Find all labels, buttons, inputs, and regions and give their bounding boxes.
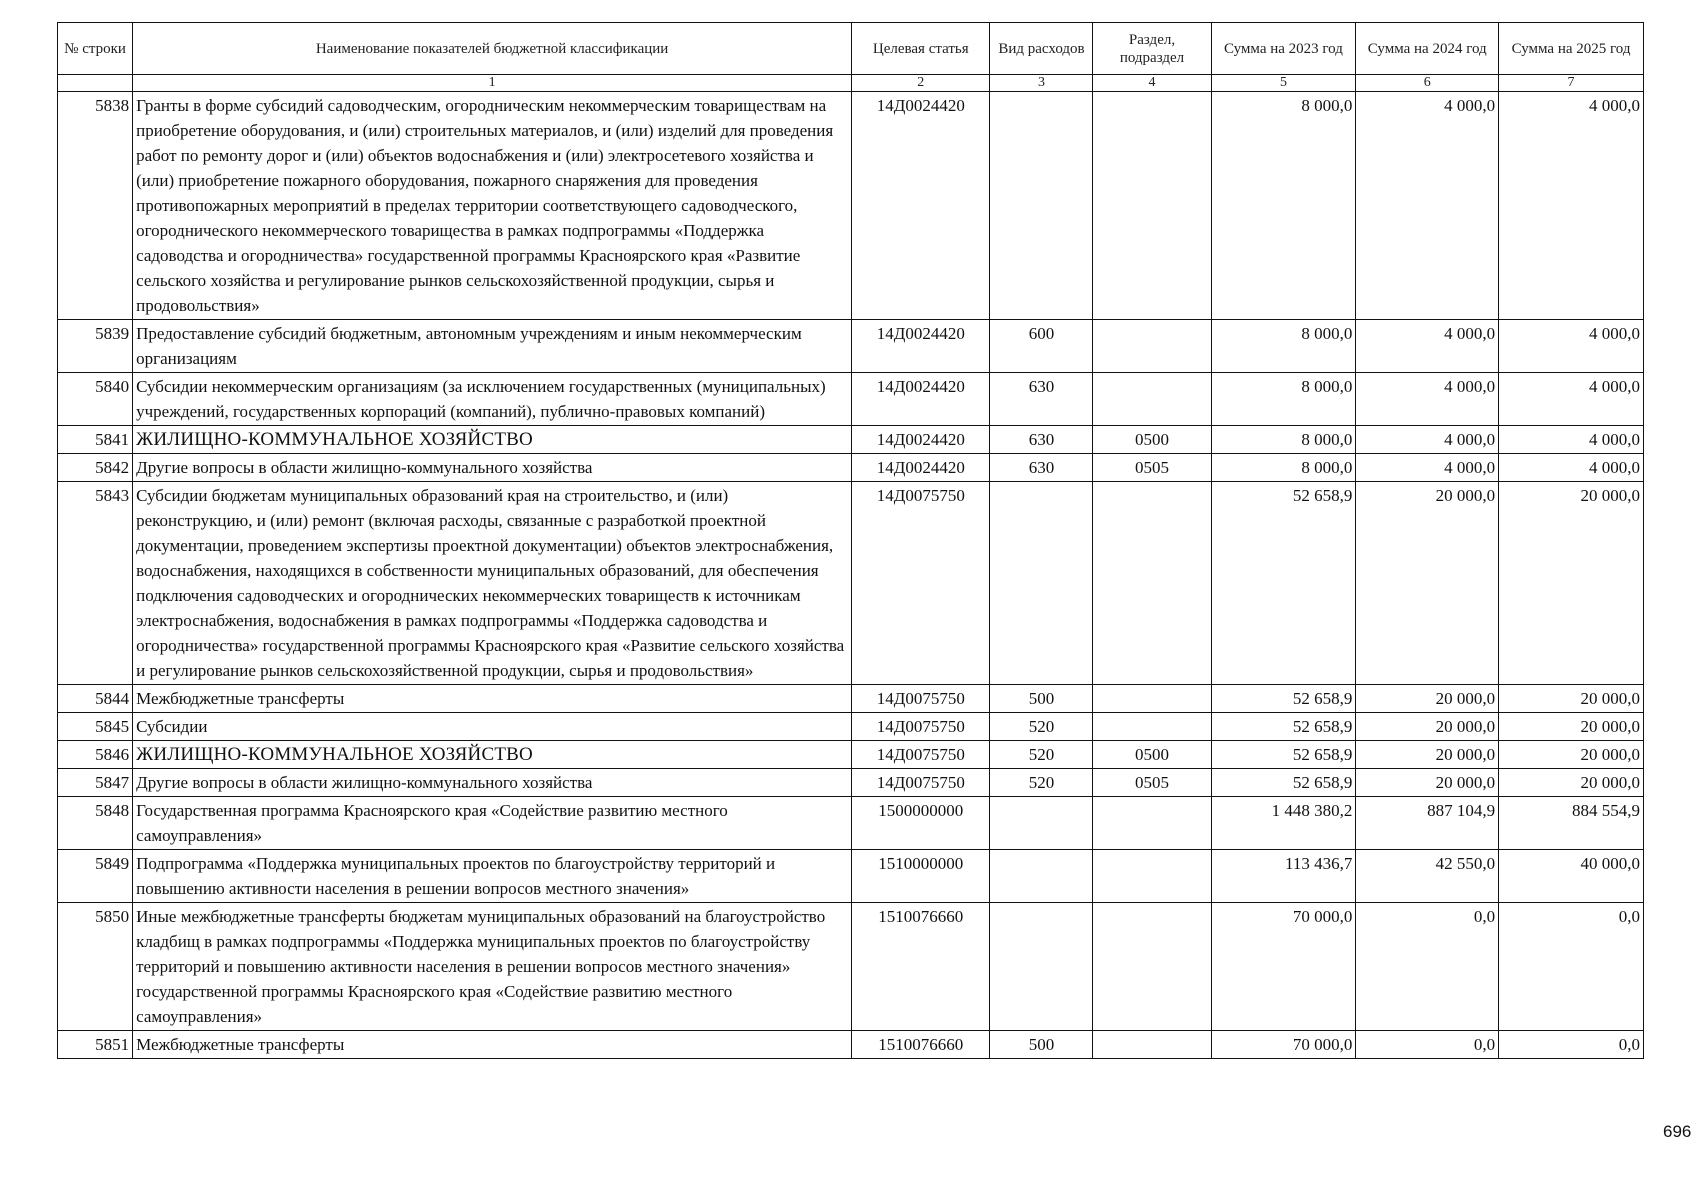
row-sum-2025: 20 000,0 xyxy=(1499,769,1644,797)
row-number: 5850 xyxy=(58,903,133,1031)
row-name: Межбюджетные трансферты xyxy=(133,1031,852,1059)
row-sum-2023: 113 436,7 xyxy=(1211,850,1356,903)
row-exp-type: 500 xyxy=(990,1031,1093,1059)
header-name: Наименование показателей бюджетной классификации xyxy=(133,23,852,75)
row-target: 14Д0024420 xyxy=(852,373,990,426)
row-section xyxy=(1093,797,1211,850)
row-name: Субсидии бюджетам муниципальных образований края на строительство, и (или) реконструкцию, и (или) ремонт (включая расходы, связанные с разработкой проектной документации, проведением экспертизы проектной документации) объектов электроснабжения, водоснабжения, находящихся в собственности муниципальных образований, для обеспечения подключения садоводческих и огороднических некоммерческих товариществ к источникам электроснабжения, водоснабжения в рамках подпрограммы «Поддержка садоводства и огородничества» государственной программы Красноярского края «Развитие сельского хозяйства и регулирование рынков сельскохозяйственной продукции, сырья и продовольствия» xyxy=(133,482,852,685)
row-number: 5842 xyxy=(58,454,133,482)
row-name: Другие вопросы в области жилищно-коммунального хозяйства xyxy=(133,769,852,797)
row-section xyxy=(1093,92,1211,320)
row-target: 1510076660 xyxy=(852,1031,990,1059)
row-exp-type: 500 xyxy=(990,685,1093,713)
row-number: 5838 xyxy=(58,92,133,320)
row-exp-type xyxy=(990,903,1093,1031)
table-row xyxy=(58,903,1644,1031)
row-target: 14Д0024420 xyxy=(852,426,990,454)
row-sum-2023: 52 658,9 xyxy=(1211,741,1356,769)
row-sum-2024: 20 000,0 xyxy=(1356,769,1499,797)
row-target: 14Д0024420 xyxy=(852,92,990,320)
col-number: 2 xyxy=(852,75,990,92)
row-sum-2025: 20 000,0 xyxy=(1499,685,1644,713)
row-number: 5844 xyxy=(58,685,133,713)
row-name: Государственная программа Красноярского края «Содействие развитию местного самоуправления» xyxy=(133,797,852,850)
table-header xyxy=(58,23,1644,92)
col-number: 6 xyxy=(1356,75,1499,92)
column-number-row xyxy=(58,75,1644,92)
col-number: 1 xyxy=(133,75,852,92)
row-sum-2023: 52 658,9 xyxy=(1211,482,1356,685)
header-target: Целевая статья xyxy=(852,23,990,75)
row-exp-type: 630 xyxy=(990,426,1093,454)
row-sum-2025: 0,0 xyxy=(1499,903,1644,1031)
col-number: 3 xyxy=(990,75,1093,92)
row-name: Другие вопросы в области жилищно-коммунального хозяйства xyxy=(133,454,852,482)
table-row xyxy=(58,373,1644,426)
row-target: 14Д0075750 xyxy=(852,482,990,685)
row-section: 0500 xyxy=(1093,426,1211,454)
row-exp-type: 630 xyxy=(990,454,1093,482)
row-sum-2024: 20 000,0 xyxy=(1356,685,1499,713)
row-sum-2024: 42 550,0 xyxy=(1356,850,1499,903)
row-section: 0500 xyxy=(1093,741,1211,769)
row-sum-2025: 884 554,9 xyxy=(1499,797,1644,850)
row-number: 5841 xyxy=(58,426,133,454)
row-sum-2024: 4 000,0 xyxy=(1356,320,1499,373)
table-row xyxy=(58,713,1644,741)
row-target: 14Д0075750 xyxy=(852,741,990,769)
row-section xyxy=(1093,850,1211,903)
row-section: 0505 xyxy=(1093,454,1211,482)
row-exp-type: 630 xyxy=(990,373,1093,426)
row-sum-2023: 52 658,9 xyxy=(1211,685,1356,713)
table-row xyxy=(58,797,1644,850)
row-sum-2023: 70 000,0 xyxy=(1211,1031,1356,1059)
row-sum-2025: 20 000,0 xyxy=(1499,713,1644,741)
row-name: Межбюджетные трансферты xyxy=(133,685,852,713)
row-number: 5849 xyxy=(58,850,133,903)
row-target: 1500000000 xyxy=(852,797,990,850)
row-number: 5851 xyxy=(58,1031,133,1059)
row-sum-2023: 8 000,0 xyxy=(1211,320,1356,373)
row-section xyxy=(1093,320,1211,373)
row-sum-2024: 20 000,0 xyxy=(1356,482,1499,685)
row-sum-2023: 8 000,0 xyxy=(1211,454,1356,482)
col-number: 7 xyxy=(1499,75,1644,92)
row-sum-2023: 52 658,9 xyxy=(1211,769,1356,797)
row-sum-2023: 8 000,0 xyxy=(1211,373,1356,426)
row-exp-type xyxy=(990,92,1093,320)
table-body xyxy=(58,92,1644,1059)
row-sum-2025: 4 000,0 xyxy=(1499,373,1644,426)
row-name: Предоставление субсидий бюджетным, автономным учреждениям и иным некоммерческим организациям xyxy=(133,320,852,373)
page-number: 696 xyxy=(1663,1122,1692,1141)
table-row xyxy=(58,482,1644,685)
col-number xyxy=(58,75,133,92)
row-sum-2024: 4 000,0 xyxy=(1356,426,1499,454)
row-sum-2024: 20 000,0 xyxy=(1356,713,1499,741)
row-number: 5847 xyxy=(58,769,133,797)
row-section xyxy=(1093,685,1211,713)
table-row xyxy=(58,685,1644,713)
row-sum-2025: 0,0 xyxy=(1499,1031,1644,1059)
row-section xyxy=(1093,713,1211,741)
row-sum-2025: 4 000,0 xyxy=(1499,320,1644,373)
table-row xyxy=(58,426,1644,454)
row-number: 5845 xyxy=(58,713,133,741)
row-target: 14Д0075750 xyxy=(852,713,990,741)
row-number: 5843 xyxy=(58,482,133,685)
row-sum-2024: 4 000,0 xyxy=(1356,454,1499,482)
row-exp-type xyxy=(990,850,1093,903)
header-row-no: № строки xyxy=(58,23,133,75)
table-row xyxy=(58,454,1644,482)
row-section: 0505 xyxy=(1093,769,1211,797)
col-number: 4 xyxy=(1093,75,1211,92)
row-sum-2024: 20 000,0 xyxy=(1356,741,1499,769)
row-sum-2025: 40 000,0 xyxy=(1499,850,1644,903)
row-target: 14Д0024420 xyxy=(852,320,990,373)
row-section xyxy=(1093,1031,1211,1059)
row-sum-2024: 0,0 xyxy=(1356,903,1499,1031)
row-exp-type xyxy=(990,797,1093,850)
row-sum-2024: 4 000,0 xyxy=(1356,92,1499,320)
row-sum-2025: 20 000,0 xyxy=(1499,482,1644,685)
row-target: 14Д0075750 xyxy=(852,685,990,713)
row-section xyxy=(1093,903,1211,1031)
row-sum-2024: 4 000,0 xyxy=(1356,373,1499,426)
row-sum-2023: 1 448 380,2 xyxy=(1211,797,1356,850)
row-number: 5848 xyxy=(58,797,133,850)
row-name: Гранты в форме субсидий садоводческим, огородническим некоммерческим товариществам на приобретение оборудования, и (или) строительных материалов, и (или) изделий для проведения работ по ремонту дорог и (или) объектов водоснабжения и (или) электросетевого хозяйства и (или) приобретение пожарного оборудования, пожарного снаряжения для проведения противопожарных мероприятий в пределах территории соответствующего садоводческого, огороднического некоммерческого товарищества в рамках подпрограммы «Поддержка садоводства и огородничества» государственной программы Красноярского края «Развитие сельского хозяйства и регулирование рынков сельскохозяйственной продукции, сырья и продовольствия» xyxy=(133,92,852,320)
row-name: Подпрограмма «Поддержка муниципальных проектов по благоустройству территорий и повышению активности населения в решении вопросов местного значения» xyxy=(133,850,852,903)
budget-table xyxy=(57,22,1644,1059)
row-sum-2025: 20 000,0 xyxy=(1499,741,1644,769)
header-exp-type: Вид расходов xyxy=(990,23,1093,75)
table-row xyxy=(58,1031,1644,1059)
row-section xyxy=(1093,482,1211,685)
header-section: Раздел, подраздел xyxy=(1093,23,1211,75)
row-exp-type: 520 xyxy=(990,741,1093,769)
row-number: 5846 xyxy=(58,741,133,769)
row-target: 14Д0075750 xyxy=(852,769,990,797)
header-sum-2023: Сумма на 2023 год xyxy=(1211,23,1356,75)
row-section xyxy=(1093,373,1211,426)
row-exp-type: 520 xyxy=(990,713,1093,741)
row-sum-2025: 4 000,0 xyxy=(1499,92,1644,320)
row-sum-2025: 4 000,0 xyxy=(1499,454,1644,482)
table-row xyxy=(58,741,1644,769)
row-exp-type: 520 xyxy=(990,769,1093,797)
row-sum-2024: 0,0 xyxy=(1356,1031,1499,1059)
row-name: Иные межбюджетные трансферты бюджетам муниципальных образований на благоустройство кладбищ в рамках подпрограммы «Поддержка муниципальных проектов по благоустройству территорий и повышению активности населения в решении вопросов местного значения» государственной программы Красноярского края «Содействие развитию местного самоуправления» xyxy=(133,903,852,1031)
header-sum-2025: Сумма на 2025 год xyxy=(1499,23,1644,75)
header-sum-2024: Сумма на 2024 год xyxy=(1356,23,1499,75)
row-exp-type: 600 xyxy=(990,320,1093,373)
row-sum-2025: 4 000,0 xyxy=(1499,426,1644,454)
row-sum-2023: 70 000,0 xyxy=(1211,903,1356,1031)
row-sum-2023: 52 658,9 xyxy=(1211,713,1356,741)
table-row xyxy=(58,850,1644,903)
row-number: 5840 xyxy=(58,373,133,426)
row-sum-2023: 8 000,0 xyxy=(1211,426,1356,454)
row-target: 1510000000 xyxy=(852,850,990,903)
row-name: Субсидии xyxy=(133,713,852,741)
table-row xyxy=(58,92,1644,320)
row-number: 5839 xyxy=(58,320,133,373)
col-number: 5 xyxy=(1211,75,1356,92)
row-target: 1510076660 xyxy=(852,903,990,1031)
row-name: ЖИЛИЩНО-КОММУНАЛЬНОЕ ХОЗЯЙСТВО xyxy=(133,741,852,769)
row-target: 14Д0024420 xyxy=(852,454,990,482)
row-name: Субсидии некоммерческим организациям (за исключением государственных (муниципальных) учреждений, государственных корпораций (компаний), публично-правовых компаний) xyxy=(133,373,852,426)
row-sum-2024: 887 104,9 xyxy=(1356,797,1499,850)
row-sum-2023: 8 000,0 xyxy=(1211,92,1356,320)
row-exp-type xyxy=(990,482,1093,685)
table-row xyxy=(58,769,1644,797)
row-name: ЖИЛИЩНО-КОММУНАЛЬНОЕ ХОЗЯЙСТВО xyxy=(133,426,852,454)
table-row xyxy=(58,320,1644,373)
